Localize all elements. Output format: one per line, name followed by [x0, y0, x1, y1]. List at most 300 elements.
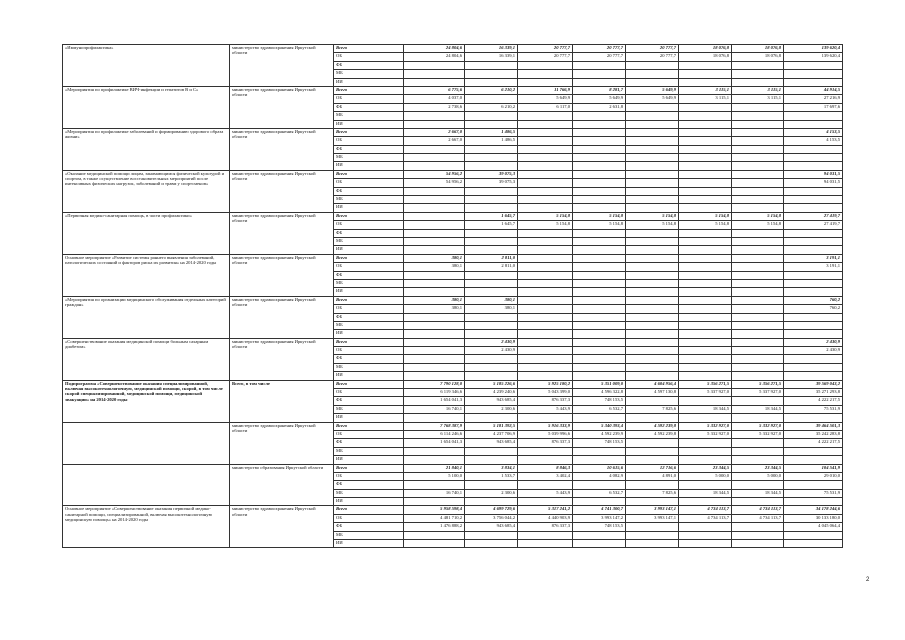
- year-value-cell: [518, 447, 573, 455]
- year-value-cell: [518, 145, 573, 153]
- year-value-cell: 5 154,8: [626, 212, 679, 220]
- year-value-cell: [465, 372, 518, 380]
- year-value-cell: [626, 498, 679, 506]
- year-value-cell: [679, 128, 732, 136]
- year-value-cell: 20 777,7: [573, 53, 626, 61]
- year-value-cell: 1 654 041,3: [404, 439, 465, 447]
- funding-source: ФБ: [334, 187, 404, 195]
- year-value-cell: [404, 481, 465, 489]
- year-value-cell: [404, 229, 465, 237]
- total-cell: 104 541,9: [784, 464, 843, 472]
- year-value-cell: 380,1: [465, 296, 518, 304]
- funding-source: ОБ: [334, 179, 404, 187]
- year-value-cell: 5 332 927,0: [679, 430, 732, 438]
- year-value-cell: [626, 61, 679, 69]
- year-value-cell: [732, 254, 784, 262]
- funding-source: ОБ: [334, 53, 404, 61]
- year-value-cell: [679, 196, 732, 204]
- year-value-cell: [518, 196, 573, 204]
- total-cell: 4 153,5: [784, 137, 843, 145]
- year-value-cell: [573, 246, 626, 254]
- total-cell: [784, 246, 843, 254]
- activity-name: [63, 464, 230, 506]
- year-value-cell: [518, 137, 573, 145]
- year-value-cell: 5 043 399,0: [518, 389, 573, 397]
- year-value-cell: [679, 439, 732, 447]
- year-value-cell: [573, 154, 626, 162]
- year-value-cell: [465, 531, 518, 539]
- year-value-cell: [404, 204, 465, 212]
- year-value-cell: 2 667,0: [404, 128, 465, 136]
- year-value-cell: 380,1: [465, 305, 518, 313]
- funding-source: МБ: [334, 279, 404, 287]
- funding-source: Всего: [334, 170, 404, 178]
- year-value-cell: 5 317 241,2: [518, 506, 573, 514]
- year-value-cell: 380,1: [404, 305, 465, 313]
- total-cell: 75 531,9: [784, 489, 843, 497]
- total-cell: [784, 531, 843, 539]
- year-value-cell: 4 592 239,8: [626, 430, 679, 438]
- year-value-cell: 4 592 239,9: [573, 430, 626, 438]
- year-value-cell: [404, 162, 465, 170]
- year-value-cell: [465, 321, 518, 329]
- year-value-cell: [404, 531, 465, 539]
- year-value-cell: [465, 196, 518, 204]
- year-value-cell: 5 185 226,6: [465, 380, 518, 388]
- year-value-cell: [404, 363, 465, 371]
- year-value-cell: 18 076,8: [679, 45, 732, 53]
- funding-source: МБ: [334, 489, 404, 497]
- year-value-cell: [626, 447, 679, 455]
- year-value-cell: [679, 237, 732, 245]
- year-value-cell: [626, 439, 679, 447]
- year-value-cell: 380,1: [404, 263, 465, 271]
- year-value-cell: 18 344,5: [732, 489, 784, 497]
- year-value-cell: [573, 279, 626, 287]
- year-value-cell: 20 777,7: [573, 45, 626, 53]
- responsible-executor: министерство здравоохранения Иркутской области: [230, 506, 334, 548]
- year-value-cell: 4 734 113,7: [679, 506, 732, 514]
- table-row: [63, 170, 843, 178]
- year-value-cell: [573, 179, 626, 187]
- year-value-cell: [679, 120, 732, 128]
- year-value-cell: [732, 439, 784, 447]
- year-value-cell: 1 486,5: [465, 137, 518, 145]
- activity-name: Основное мероприятие «Совершенствование оказания первичной медико-санитарной помощи, специализированной, включая высокотехнологичную медицинскую помощь» на 2014-2020 годы: [63, 506, 230, 548]
- year-value-cell: [626, 103, 679, 111]
- total-cell: [784, 78, 843, 86]
- year-value-cell: 5 443,9: [518, 489, 573, 497]
- year-value-cell: 876 337,3: [518, 397, 573, 405]
- year-value-cell: 5 000,0: [679, 472, 732, 480]
- total-cell: 75 531,9: [784, 405, 843, 413]
- year-value-cell: [404, 112, 465, 120]
- year-value-cell: 1 476 888,2: [404, 523, 465, 531]
- year-value-cell: [626, 355, 679, 363]
- total-cell: 30 133 180,0: [784, 514, 843, 522]
- year-value-cell: [518, 414, 573, 422]
- year-value-cell: [626, 229, 679, 237]
- year-value-cell: 4 440 903,9: [518, 514, 573, 522]
- year-value-cell: 11 766,9: [518, 86, 573, 94]
- total-cell: [784, 279, 843, 287]
- year-value-cell: 3 115,1: [732, 95, 784, 103]
- table-row: [63, 422, 843, 430]
- year-value-cell: [679, 540, 732, 548]
- year-value-cell: [518, 498, 573, 506]
- funding-source: ИИ: [334, 204, 404, 212]
- year-value-cell: 8 281,7: [573, 86, 626, 94]
- activity-name: «Совершенствование оказания медицинской помощи больным сахарным диабетом»: [63, 338, 230, 380]
- year-value-cell: [518, 338, 573, 346]
- year-value-cell: [626, 154, 679, 162]
- total-cell: 760,2: [784, 305, 843, 313]
- total-cell: [784, 481, 843, 489]
- year-value-cell: 4 741 300,7: [573, 506, 626, 514]
- year-value-cell: [518, 154, 573, 162]
- year-value-cell: [732, 70, 784, 78]
- year-value-cell: [626, 70, 679, 78]
- funding-source: ФБ: [334, 271, 404, 279]
- funding-source: ИИ: [334, 330, 404, 338]
- year-value-cell: [679, 137, 732, 145]
- year-value-cell: [465, 120, 518, 128]
- responsible-executor: министерство здравоохранения Иркутской области: [230, 45, 334, 87]
- year-value-cell: [679, 187, 732, 195]
- year-value-cell: 3 756 044,2: [465, 514, 518, 522]
- activity-name: «Мероприятия по организации медицинского обслуживания отдельных категорий граждан»: [63, 296, 230, 338]
- funding-source: ФБ: [334, 145, 404, 153]
- year-value-cell: 5 958 598,4: [404, 506, 465, 514]
- year-value-cell: 20 777,7: [626, 53, 679, 61]
- year-value-cell: [465, 271, 518, 279]
- year-value-cell: [518, 179, 573, 187]
- year-value-cell: [518, 321, 573, 329]
- activity-name: «Иммунопрофилактика»: [63, 45, 230, 87]
- year-value-cell: 6 775,6: [404, 86, 465, 94]
- year-value-cell: [465, 313, 518, 321]
- table-row: [63, 296, 843, 304]
- year-value-cell: 5 340 393,4: [573, 422, 626, 430]
- year-value-cell: 5 154,8: [679, 221, 732, 229]
- year-value-cell: [626, 540, 679, 548]
- year-value-cell: [404, 330, 465, 338]
- year-value-cell: [732, 120, 784, 128]
- year-value-cell: [732, 61, 784, 69]
- responsible-executor: министерство здравоохранения Иркутской области: [230, 86, 334, 128]
- funding-source: ФБ: [334, 397, 404, 405]
- year-value-cell: 5 443,9: [518, 405, 573, 413]
- year-value-cell: [679, 372, 732, 380]
- year-value-cell: [732, 363, 784, 371]
- year-value-cell: [626, 372, 679, 380]
- year-value-cell: [573, 229, 626, 237]
- year-value-cell: 943 685,4: [465, 523, 518, 531]
- year-value-cell: [732, 372, 784, 380]
- year-value-cell: [465, 145, 518, 153]
- year-value-cell: 6 532,7: [573, 405, 626, 413]
- year-value-cell: [679, 481, 732, 489]
- table-row: [63, 380, 843, 388]
- funding-source: МБ: [334, 447, 404, 455]
- funding-source: ОБ: [334, 430, 404, 438]
- year-value-cell: [626, 296, 679, 304]
- funding-source: МБ: [334, 154, 404, 162]
- year-value-cell: [732, 204, 784, 212]
- year-value-cell: 4 734 113,7: [732, 506, 784, 514]
- funding-source: ИИ: [334, 498, 404, 506]
- year-value-cell: [679, 263, 732, 271]
- year-value-cell: 54 956,2: [404, 170, 465, 178]
- year-value-cell: [679, 296, 732, 304]
- year-value-cell: 4 891,0: [626, 472, 679, 480]
- year-value-cell: [679, 162, 732, 170]
- funding-source: Всего: [334, 45, 404, 53]
- funding-source: МБ: [334, 112, 404, 120]
- year-value-cell: [732, 338, 784, 346]
- year-value-cell: [732, 414, 784, 422]
- year-value-cell: 7 825,6: [626, 405, 679, 413]
- year-value-cell: 2 300,6: [465, 489, 518, 497]
- funding-source: ОБ: [334, 472, 404, 480]
- year-value-cell: 4 037,0: [404, 95, 465, 103]
- year-value-cell: 380,1: [404, 296, 465, 304]
- year-value-cell: [518, 330, 573, 338]
- year-value-cell: [404, 271, 465, 279]
- year-value-cell: [626, 78, 679, 86]
- year-value-cell: [626, 179, 679, 187]
- year-value-cell: [732, 347, 784, 355]
- year-value-cell: [679, 154, 732, 162]
- year-value-cell: 2 811,0: [465, 254, 518, 262]
- year-value-cell: [465, 162, 518, 170]
- year-value-cell: [732, 498, 784, 506]
- funding-source: ФБ: [334, 355, 404, 363]
- total-cell: [784, 363, 843, 371]
- year-value-cell: [573, 347, 626, 355]
- year-value-cell: 39 075,3: [465, 170, 518, 178]
- year-value-cell: [679, 321, 732, 329]
- total-cell: 27 419,7: [784, 212, 843, 220]
- year-value-cell: 2 430,9: [465, 338, 518, 346]
- year-value-cell: [626, 338, 679, 346]
- year-value-cell: 5 000,0: [732, 472, 784, 480]
- total-cell: [784, 154, 843, 162]
- year-value-cell: [404, 70, 465, 78]
- year-value-cell: 24 804,6: [404, 53, 465, 61]
- year-value-cell: [404, 246, 465, 254]
- activity-name: «Мероприятия по профилактике ВИЧ-инфекции и гепатитов В и С»: [63, 86, 230, 128]
- year-value-cell: [465, 288, 518, 296]
- year-value-cell: 4 604 956,4: [626, 380, 679, 388]
- funding-source: Всего: [334, 86, 404, 94]
- year-value-cell: [679, 363, 732, 371]
- year-value-cell: [573, 187, 626, 195]
- funding-source: ФБ: [334, 313, 404, 321]
- year-value-cell: [404, 120, 465, 128]
- funding-source: МБ: [334, 405, 404, 413]
- funding-source: Всего: [334, 506, 404, 514]
- year-value-cell: [518, 372, 573, 380]
- year-value-cell: [732, 229, 784, 237]
- year-value-cell: [404, 321, 465, 329]
- year-value-cell: 54 956,2: [404, 179, 465, 187]
- year-value-cell: [732, 112, 784, 120]
- table-row: [63, 212, 843, 220]
- year-value-cell: 4 239 240,6: [465, 389, 518, 397]
- year-value-cell: [626, 128, 679, 136]
- year-value-cell: 2 631,8: [573, 103, 626, 111]
- year-value-cell: 7 790 128,0: [404, 380, 465, 388]
- total-cell: [784, 112, 843, 120]
- year-value-cell: 6 532,7: [573, 489, 626, 497]
- year-value-cell: 5 100,0: [404, 472, 465, 480]
- page-number: 2: [866, 577, 870, 583]
- year-value-cell: [626, 246, 679, 254]
- total-cell: 34 178 244,6: [784, 506, 843, 514]
- year-value-cell: 5 356 271,5: [679, 380, 732, 388]
- year-value-cell: [732, 447, 784, 455]
- funding-source: МБ: [334, 237, 404, 245]
- year-value-cell: [573, 61, 626, 69]
- year-value-cell: 18 344,5: [732, 405, 784, 413]
- year-value-cell: [732, 279, 784, 287]
- year-value-cell: [404, 237, 465, 245]
- budget-table: [62, 44, 843, 548]
- year-value-cell: 3 402,4: [518, 472, 573, 480]
- year-value-cell: [732, 145, 784, 153]
- year-value-cell: [573, 296, 626, 304]
- year-value-cell: 6 117,0: [518, 103, 573, 111]
- funding-source: ИИ: [334, 120, 404, 128]
- funding-source: ФБ: [334, 103, 404, 111]
- responsible-executor: министерство здравоохранения Иркутской области: [230, 128, 334, 170]
- year-value-cell: [732, 154, 784, 162]
- total-cell: [784, 313, 843, 321]
- year-value-cell: 1 486,5: [465, 128, 518, 136]
- year-value-cell: 6 210,2: [465, 103, 518, 111]
- year-value-cell: [626, 162, 679, 170]
- funding-source: МБ: [334, 321, 404, 329]
- table-row: [63, 86, 843, 94]
- year-value-cell: 5 649,9: [626, 95, 679, 103]
- total-cell: 4 045 064,4: [784, 523, 843, 531]
- year-value-cell: [404, 447, 465, 455]
- year-value-cell: 3 993 147,1: [626, 506, 679, 514]
- year-value-cell: [518, 313, 573, 321]
- year-value-cell: 18 344,5: [679, 489, 732, 497]
- total-cell: [784, 321, 843, 329]
- year-value-cell: [732, 271, 784, 279]
- year-value-cell: 5 649,9: [626, 86, 679, 94]
- year-value-cell: [573, 288, 626, 296]
- year-value-cell: [465, 78, 518, 86]
- year-value-cell: [518, 305, 573, 313]
- funding-source: ИИ: [334, 78, 404, 86]
- year-value-cell: 8 846,3: [518, 464, 573, 472]
- year-value-cell: [626, 279, 679, 287]
- year-value-cell: 39 075,3: [465, 179, 518, 187]
- year-value-cell: [518, 271, 573, 279]
- year-value-cell: [465, 112, 518, 120]
- year-value-cell: 943 685,4: [465, 397, 518, 405]
- total-cell: 3 191,1: [784, 254, 843, 262]
- total-cell: 27 216,9: [784, 95, 843, 103]
- year-value-cell: [573, 481, 626, 489]
- year-value-cell: 1 645,7: [465, 221, 518, 229]
- funding-source: Всего: [334, 254, 404, 262]
- year-value-cell: [626, 112, 679, 120]
- year-value-cell: [626, 196, 679, 204]
- year-value-cell: [732, 179, 784, 187]
- total-cell: [784, 196, 843, 204]
- year-value-cell: [732, 456, 784, 464]
- year-value-cell: 3 115,1: [732, 86, 784, 94]
- funding-source: ОБ: [334, 95, 404, 103]
- year-value-cell: [465, 95, 518, 103]
- year-value-cell: [732, 170, 784, 178]
- year-value-cell: 2 811,0: [465, 263, 518, 271]
- year-value-cell: [626, 531, 679, 539]
- year-value-cell: [732, 196, 784, 204]
- year-value-cell: [465, 498, 518, 506]
- year-value-cell: [573, 456, 626, 464]
- funding-source: ФБ: [334, 523, 404, 531]
- year-value-cell: [518, 229, 573, 237]
- table-row: [63, 254, 843, 262]
- year-value-cell: [573, 204, 626, 212]
- total-cell: [784, 372, 843, 380]
- year-value-cell: 1 645,7: [465, 212, 518, 220]
- year-value-cell: 5 154,8: [732, 212, 784, 220]
- year-value-cell: [573, 313, 626, 321]
- year-value-cell: 7 825,6: [626, 489, 679, 497]
- year-value-cell: [518, 112, 573, 120]
- total-cell: [784, 271, 843, 279]
- year-value-cell: [465, 447, 518, 455]
- year-value-cell: [573, 237, 626, 245]
- total-cell: 2 430,9: [784, 338, 843, 346]
- year-value-cell: 5 649,9: [573, 95, 626, 103]
- year-value-cell: 3 993 147,2: [573, 514, 626, 522]
- year-value-cell: 20 777,7: [626, 45, 679, 53]
- year-value-cell: 5 649,9: [518, 95, 573, 103]
- year-value-cell: 4 734 113,7: [679, 514, 732, 522]
- year-value-cell: [518, 187, 573, 195]
- year-value-cell: [626, 321, 679, 329]
- year-value-cell: [465, 414, 518, 422]
- year-value-cell: [465, 481, 518, 489]
- activity-name: [63, 422, 230, 464]
- year-value-cell: [679, 70, 732, 78]
- total-cell: 2 430,9: [784, 347, 843, 355]
- funding-source: ИИ: [334, 414, 404, 422]
- year-value-cell: [404, 187, 465, 195]
- year-value-cell: 18 076,8: [679, 53, 732, 61]
- year-value-cell: 2 300,6: [465, 405, 518, 413]
- year-value-cell: 4 481 710,2: [404, 514, 465, 522]
- year-value-cell: [404, 154, 465, 162]
- funding-source: Всего: [334, 212, 404, 220]
- funding-source: МБ: [334, 531, 404, 539]
- year-value-cell: [573, 196, 626, 204]
- total-cell: 44 914,5: [784, 86, 843, 94]
- funding-source: Всего: [334, 464, 404, 472]
- total-cell: 17 697,6: [784, 103, 843, 111]
- responsible-executor: Всего, в том числе: [230, 380, 334, 422]
- year-value-cell: [732, 523, 784, 531]
- year-value-cell: [573, 540, 626, 548]
